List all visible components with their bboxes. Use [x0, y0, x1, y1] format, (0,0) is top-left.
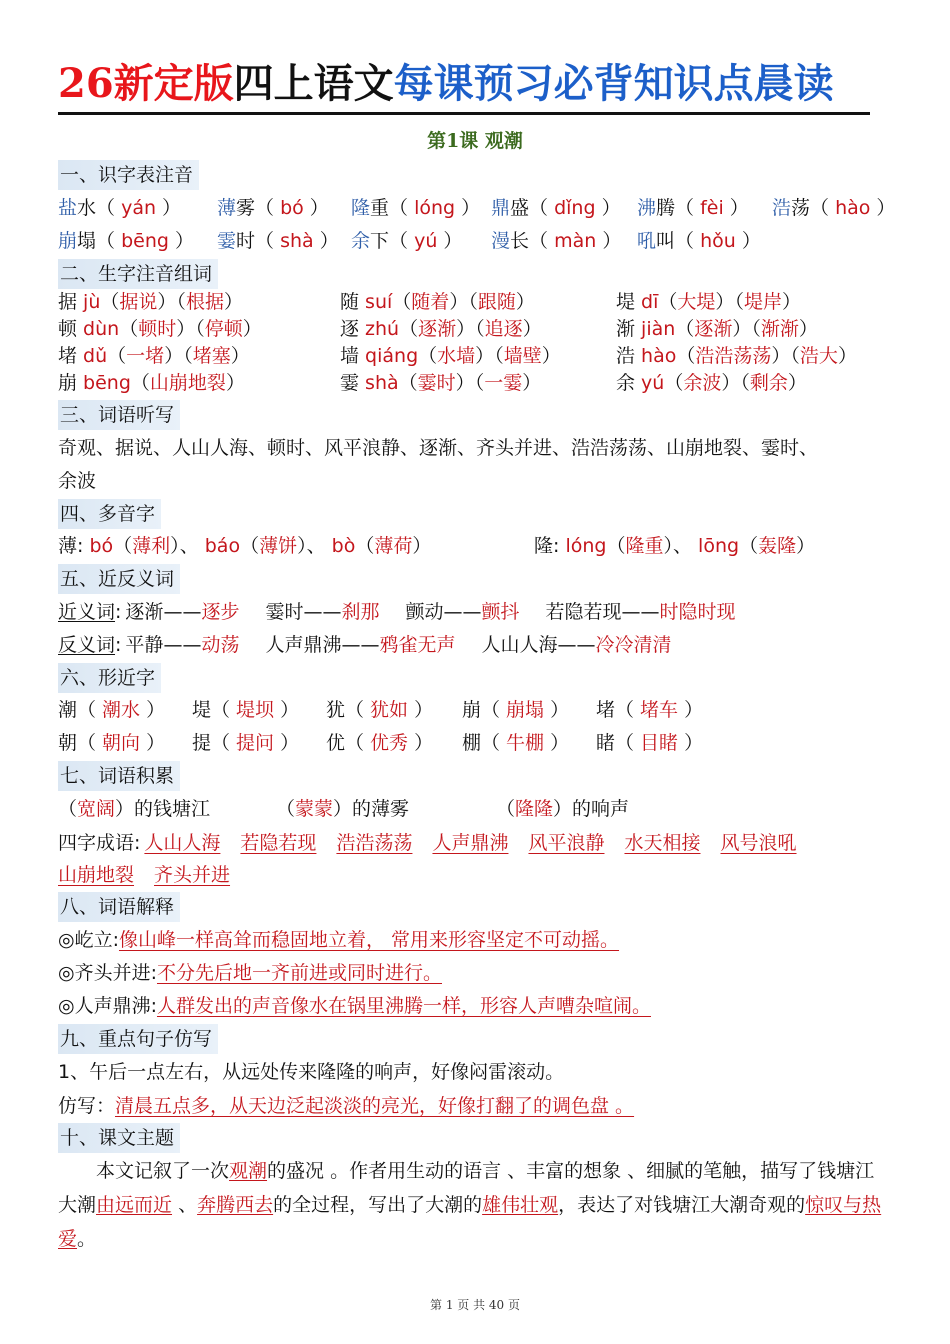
- section-heading-8: 八、词语解释: [58, 892, 180, 922]
- pinyin-item: 霎时（ shà ）: [217, 230, 339, 252]
- pinyin: jù: [83, 291, 101, 313]
- pinyin: lóng: [559, 535, 607, 557]
- word: 薄饼: [259, 535, 298, 557]
- word: 平静: [125, 634, 164, 656]
- pinyin-item: 盐水（ yán ）: [58, 197, 182, 219]
- target-char: 盐: [58, 197, 78, 219]
- pinyin: dǐng: [554, 197, 596, 219]
- word: 薄荷: [374, 535, 413, 557]
- word: 一霎: [484, 372, 523, 394]
- companion-char: 塌: [77, 230, 97, 252]
- companion-char: 盛: [510, 197, 530, 219]
- word: 人山人海: [481, 634, 558, 656]
- phrase-word: 蒙蒙: [295, 798, 334, 820]
- pinyin-item: 沸腾（ fèi ）: [637, 197, 749, 219]
- word: 随着: [411, 291, 450, 313]
- phrase-text: 的薄雾: [352, 798, 410, 820]
- definition-item: [58, 925, 619, 955]
- word: 追逐: [484, 318, 523, 340]
- char: 堵: [58, 345, 84, 367]
- idiom: 人山人海: [144, 832, 221, 854]
- polyphone-char: 薄:: [58, 535, 84, 557]
- word: 逐渐: [125, 601, 164, 623]
- word: 朝向: [102, 732, 141, 754]
- idiom-label: 四字成语:: [58, 832, 141, 854]
- pinyin: shà: [365, 372, 399, 394]
- pinyin: dùn: [83, 318, 120, 340]
- pinyin-item: 浩荡（ hào ）: [772, 197, 896, 219]
- section-heading-4: 四、多音字: [58, 499, 161, 529]
- theme-paragraph: 本文记叙了一次观潮的盛况 。作者用生动的语言 、丰富的想象 、细腻的笔触，描写了钱塘江大潮由远而近 、奔腾西去的全过程，写出了大潮的雄伟壮观，表达了对钱塘江大潮奇观的惊叹与热爱。: [58, 1160, 882, 1250]
- target-char: 鼎: [491, 197, 511, 219]
- answer: 鸦雀无声: [379, 634, 456, 656]
- imitation-label: 仿写：: [58, 1095, 116, 1117]
- pinyin: lóng: [414, 197, 456, 219]
- pinyin: yú: [641, 372, 665, 394]
- section-heading-1: 一、识字表注音: [58, 160, 199, 190]
- answer: 逐步: [201, 601, 240, 623]
- pinyin: lōng: [692, 535, 740, 557]
- section-heading-7: 七、词语积累: [58, 761, 180, 791]
- dictation-line-1: 奇观、据说、人山人海、顿时、风平浪静、逐渐、齐头并进、浩浩荡荡、山崩地裂、霎时、: [58, 437, 819, 459]
- pinyin: shà: [280, 230, 314, 252]
- phrase-3: （隆隆）的响声: [496, 798, 630, 820]
- char-item: 顿 dùn（顿时）（停顿）: [58, 318, 262, 340]
- char: 逐: [340, 318, 366, 340]
- answer: 冷冷清清: [595, 634, 672, 656]
- char-item: 随 suí（随着）（跟随）: [340, 291, 535, 313]
- word: 隆重: [625, 535, 664, 557]
- word: 霎时: [265, 601, 304, 623]
- definition: 不分先后地一齐前进或同时进行。: [156, 962, 442, 984]
- pinyin: bēng: [121, 230, 169, 252]
- definition-item: [58, 991, 651, 1021]
- target-char: 薄: [217, 197, 237, 219]
- definition: 像山峰一样高耸而稳固地立着， 常用来形容坚定不可动摇。: [118, 929, 620, 951]
- title-part-subject: 每课预习必背知识点晨读: [393, 60, 834, 107]
- idiom: 风平浪静: [528, 832, 605, 854]
- word-pair: 若隐若现——时隐时现: [545, 601, 736, 623]
- word: 水墙: [437, 345, 476, 367]
- char: 随: [340, 291, 366, 313]
- similar-char-item: 犹（ 犹如 ）: [326, 699, 434, 721]
- lesson-title: 第1课 观潮: [427, 130, 523, 152]
- idiom: 水天相接: [624, 832, 701, 854]
- char: 朝（: [58, 732, 103, 754]
- word: 余波: [683, 372, 722, 394]
- idiom: 人声鼎沸: [432, 832, 509, 854]
- word: 停顿: [204, 318, 243, 340]
- section-heading-6: 六、形近字: [58, 663, 161, 693]
- companion-char: 长: [510, 230, 530, 252]
- pinyin: bēng: [83, 372, 131, 394]
- companion-char: 重: [370, 197, 390, 219]
- char-item: 据 jù（据说）（根据）: [58, 291, 243, 313]
- synonym-row: 近义词: 逐渐——逐步 霎时——刹那 颤动——颤抖 若隐若现——时隐时现: [58, 601, 736, 623]
- companion-char: 水: [77, 197, 97, 219]
- idiom: 齐头并进: [154, 864, 231, 886]
- pinyin: suí: [365, 291, 393, 313]
- theme-keyword: 惊叹与热爱: [58, 1194, 882, 1250]
- phrase-word: 隆隆: [515, 798, 554, 820]
- polyphone-row-a: 薄: bó（薄利）、 báo（薄饼）、 bò（薄荷）: [58, 535, 432, 557]
- section-heading-3: 三、词语听写: [58, 400, 180, 430]
- imitation-sentence: [58, 1091, 634, 1121]
- char-item: 墙 qiáng（水墙）（墙壁）: [340, 345, 561, 367]
- word: 山崩地裂: [149, 372, 226, 394]
- similar-char-item: 崩（ 崩塌 ）: [462, 699, 570, 721]
- char: 堤（: [192, 699, 237, 721]
- similar-char-item: 潮（ 潮水 ）: [58, 699, 166, 721]
- char: 提（: [192, 732, 237, 754]
- char: 睹（: [596, 732, 641, 754]
- page-number: 第 1 页 共 40 页: [430, 1298, 520, 1312]
- definition-item: [58, 958, 442, 988]
- target-char: 吼: [637, 230, 657, 252]
- section-heading-5: 五、近反义词: [58, 564, 180, 594]
- page-title: [58, 58, 868, 110]
- word: 颤动: [405, 601, 444, 623]
- pinyin: yán: [121, 197, 157, 219]
- phrase-2: （蒙蒙）的薄雾: [276, 798, 410, 820]
- word: 墙壁: [503, 345, 542, 367]
- word: 优秀: [370, 732, 409, 754]
- theme-keyword: 奔腾西去: [197, 1194, 274, 1216]
- similar-char-item: 睹（ 目睹 ）: [596, 732, 704, 754]
- target-char: 沸: [637, 197, 657, 219]
- char-item: 余 yú（余波）（剩余）: [616, 372, 807, 394]
- char-item: 浩 hào（浩浩荡荡）（浩大）: [616, 345, 857, 367]
- char-item: 霎 shà（霎时）（一霎）: [340, 372, 542, 394]
- word: 堤坝: [236, 699, 275, 721]
- word: 崩塌: [506, 699, 545, 721]
- pinyin: màn: [554, 230, 597, 252]
- pinyin: hào: [641, 345, 677, 367]
- pinyin-item: 隆重（ lóng ）: [351, 197, 481, 219]
- word: 浩浩荡荡: [695, 345, 772, 367]
- pinyin: bò: [325, 535, 356, 557]
- pinyin: zhú: [365, 318, 400, 340]
- title-divider: [58, 112, 870, 115]
- idiom-row-2: [58, 860, 230, 890]
- antonym-label: 反义词: [58, 634, 116, 656]
- term: ◎屹立:: [58, 929, 119, 951]
- dictation-line-2: 余波: [58, 470, 97, 492]
- pinyin-item: 崩塌（ bēng ）: [58, 230, 194, 252]
- word: 轰隆: [758, 535, 797, 557]
- pinyin: dǔ: [83, 345, 108, 367]
- char-item: 渐 jiàn（逐渐）（渐渐）: [616, 318, 818, 340]
- char: 崩（: [462, 699, 507, 721]
- similar-char-item: 优（ 优秀 ）: [326, 732, 434, 754]
- char: 堤: [616, 291, 642, 313]
- target-char: 漫: [491, 230, 511, 252]
- target-char: 浩: [772, 197, 792, 219]
- section-heading-2: 二、生字注音组词: [58, 259, 218, 289]
- char: 棚（: [462, 732, 507, 754]
- char: 顿: [58, 318, 84, 340]
- similar-char-item: 朝（ 朝向 ）: [58, 732, 166, 754]
- char-item: 崩 bēng（山崩地裂）: [58, 372, 245, 394]
- pinyin: qiáng: [365, 345, 419, 367]
- word: 目睹: [640, 732, 679, 754]
- section-heading-10: 十、课文主题: [58, 1123, 180, 1153]
- pinyin-item: 漫长（ màn ）: [491, 230, 622, 252]
- idiom: 浩浩荡荡: [336, 832, 413, 854]
- companion-char: 腾: [656, 197, 676, 219]
- answer: 刹那: [341, 601, 380, 623]
- target-char: 余: [351, 230, 371, 252]
- model-sentence: 1、午后一点左右，从远处传来隆隆的响声，好像闷雷滚动。: [58, 1061, 565, 1083]
- word: 剩余: [749, 372, 788, 394]
- imitation-answer: 清晨五点多，从天边泛起淡淡的亮光，好像打翻了的调色盘 。: [115, 1095, 635, 1117]
- answer: 动荡: [201, 634, 240, 656]
- polyphone-row-b: 隆: lóng（隆重）、 lōng（轰隆）: [534, 535, 816, 557]
- word-pair: 霎时——刹那: [265, 601, 380, 623]
- companion-char: 叫: [656, 230, 676, 252]
- theme-keyword: 观潮: [229, 1160, 268, 1182]
- companion-char: 时: [236, 230, 256, 252]
- word: 据说: [119, 291, 158, 313]
- char: 霎: [340, 372, 366, 394]
- phrase-word: 宽阔: [77, 798, 116, 820]
- pinyin-item: 鼎盛（ dǐng ）: [491, 197, 621, 219]
- char: 崩: [58, 372, 84, 394]
- char: 堵（: [596, 699, 641, 721]
- word: 犹如: [370, 699, 409, 721]
- pinyin: yú: [414, 230, 438, 252]
- polyphone-char: 隆:: [534, 535, 560, 557]
- word: 人声鼎沸: [265, 634, 342, 656]
- theme-keyword: 雄伟壮观: [482, 1194, 559, 1216]
- term: ◎人声鼎沸:: [58, 995, 157, 1017]
- word: 跟随: [477, 291, 516, 313]
- idiom: 若隐若现: [240, 832, 317, 854]
- word-pair: 平静——动荡: [125, 634, 240, 656]
- char: 浩: [616, 345, 642, 367]
- pinyin: bó: [83, 535, 114, 557]
- similar-char-item: 堤（ 堤坝 ）: [192, 699, 300, 721]
- word-pair: 人山人海——冷冷清清: [481, 634, 672, 656]
- synonym-label: 近义词: [58, 601, 116, 623]
- answer: 颤抖: [481, 601, 520, 623]
- word-pair: 颤动——颤抖: [405, 601, 520, 623]
- pinyin-item: 余下（ yú ）: [351, 230, 463, 252]
- char: 余: [616, 372, 642, 394]
- antonym-row: 反义词: 平静——动荡 人声鼎沸——鸦雀无声 人山人海——冷冷清清: [58, 634, 672, 656]
- pinyin-item: 薄雾（ bó ）: [217, 197, 329, 219]
- theme-keyword: 由远而近: [96, 1194, 173, 1216]
- similar-char-item: 棚（ 牛棚 ）: [462, 732, 570, 754]
- char: 渐: [616, 318, 642, 340]
- pinyin: jiàn: [641, 318, 676, 340]
- word: 逐渐: [694, 318, 733, 340]
- companion-char: 雾: [236, 197, 256, 219]
- word: 潮水: [102, 699, 141, 721]
- word: 浩大: [799, 345, 838, 367]
- word: 堵车: [640, 699, 679, 721]
- companion-char: 下: [370, 230, 390, 252]
- char: 墙: [340, 345, 366, 367]
- word: 根据: [185, 291, 224, 313]
- char: 据: [58, 291, 84, 313]
- word: 霎时: [417, 372, 456, 394]
- phrase-1: （宽阔）的钱塘江: [58, 798, 211, 820]
- char: 潮（: [58, 699, 103, 721]
- similar-char-item: 提（ 提问 ）: [192, 732, 300, 754]
- word: 渐渐: [760, 318, 799, 340]
- word: 堤岸: [743, 291, 782, 313]
- idiom-row-1: [58, 828, 797, 858]
- word: 若隐若现: [545, 601, 622, 623]
- companion-char: 荡: [791, 197, 811, 219]
- pinyin: hǒu: [700, 230, 736, 252]
- char: 犹（: [326, 699, 371, 721]
- phrase-text: 的钱塘江: [134, 798, 211, 820]
- pinyin-item: 吼叫（ hǒu ）: [637, 230, 761, 252]
- char: 优（: [326, 732, 371, 754]
- pinyin: bó: [280, 197, 304, 219]
- idiom: 风号浪吼: [720, 832, 797, 854]
- word: 一堵: [126, 345, 165, 367]
- phrase-text: 的响声: [572, 798, 630, 820]
- char-item: 逐 zhú（逐渐）（追逐）: [340, 318, 542, 340]
- target-char: 崩: [58, 230, 78, 252]
- title-part-edition: 26新定版: [58, 60, 234, 107]
- char-item: 堵 dǔ（一堵）（堵塞）: [58, 345, 250, 367]
- word: 大堤: [677, 291, 716, 313]
- word: 逐渐: [418, 318, 457, 340]
- word: 堵塞: [192, 345, 231, 367]
- target-char: 霎: [217, 230, 237, 252]
- word: 牛棚: [506, 732, 545, 754]
- answer: 时隐时现: [659, 601, 736, 623]
- idiom: 山崩地裂: [58, 864, 135, 886]
- word: 提问: [236, 732, 275, 754]
- target-char: 隆: [351, 197, 371, 219]
- definition: 人群发出的声音像水在锅里沸腾一样，形容人声嘈杂喧闹。: [156, 995, 651, 1017]
- word-pair: 人声鼎沸——鸦雀无声: [265, 634, 456, 656]
- similar-char-item: 堵（ 堵车 ）: [596, 699, 704, 721]
- word: 薄利: [132, 535, 171, 557]
- pinyin: báo: [198, 535, 241, 557]
- char-item: 堤 dī（大堤）（堤岸）: [616, 291, 801, 313]
- term: ◎齐头并进:: [58, 962, 157, 984]
- pinyin: dī: [641, 291, 659, 313]
- word: 顿时: [138, 318, 177, 340]
- word-pair: 逐渐——逐步: [125, 601, 240, 623]
- title-part-grade: 四上语文: [233, 60, 394, 107]
- section-heading-9: 九、重点句子仿写: [58, 1024, 218, 1054]
- pinyin: hào: [835, 197, 871, 219]
- pinyin: fèi: [700, 197, 724, 219]
